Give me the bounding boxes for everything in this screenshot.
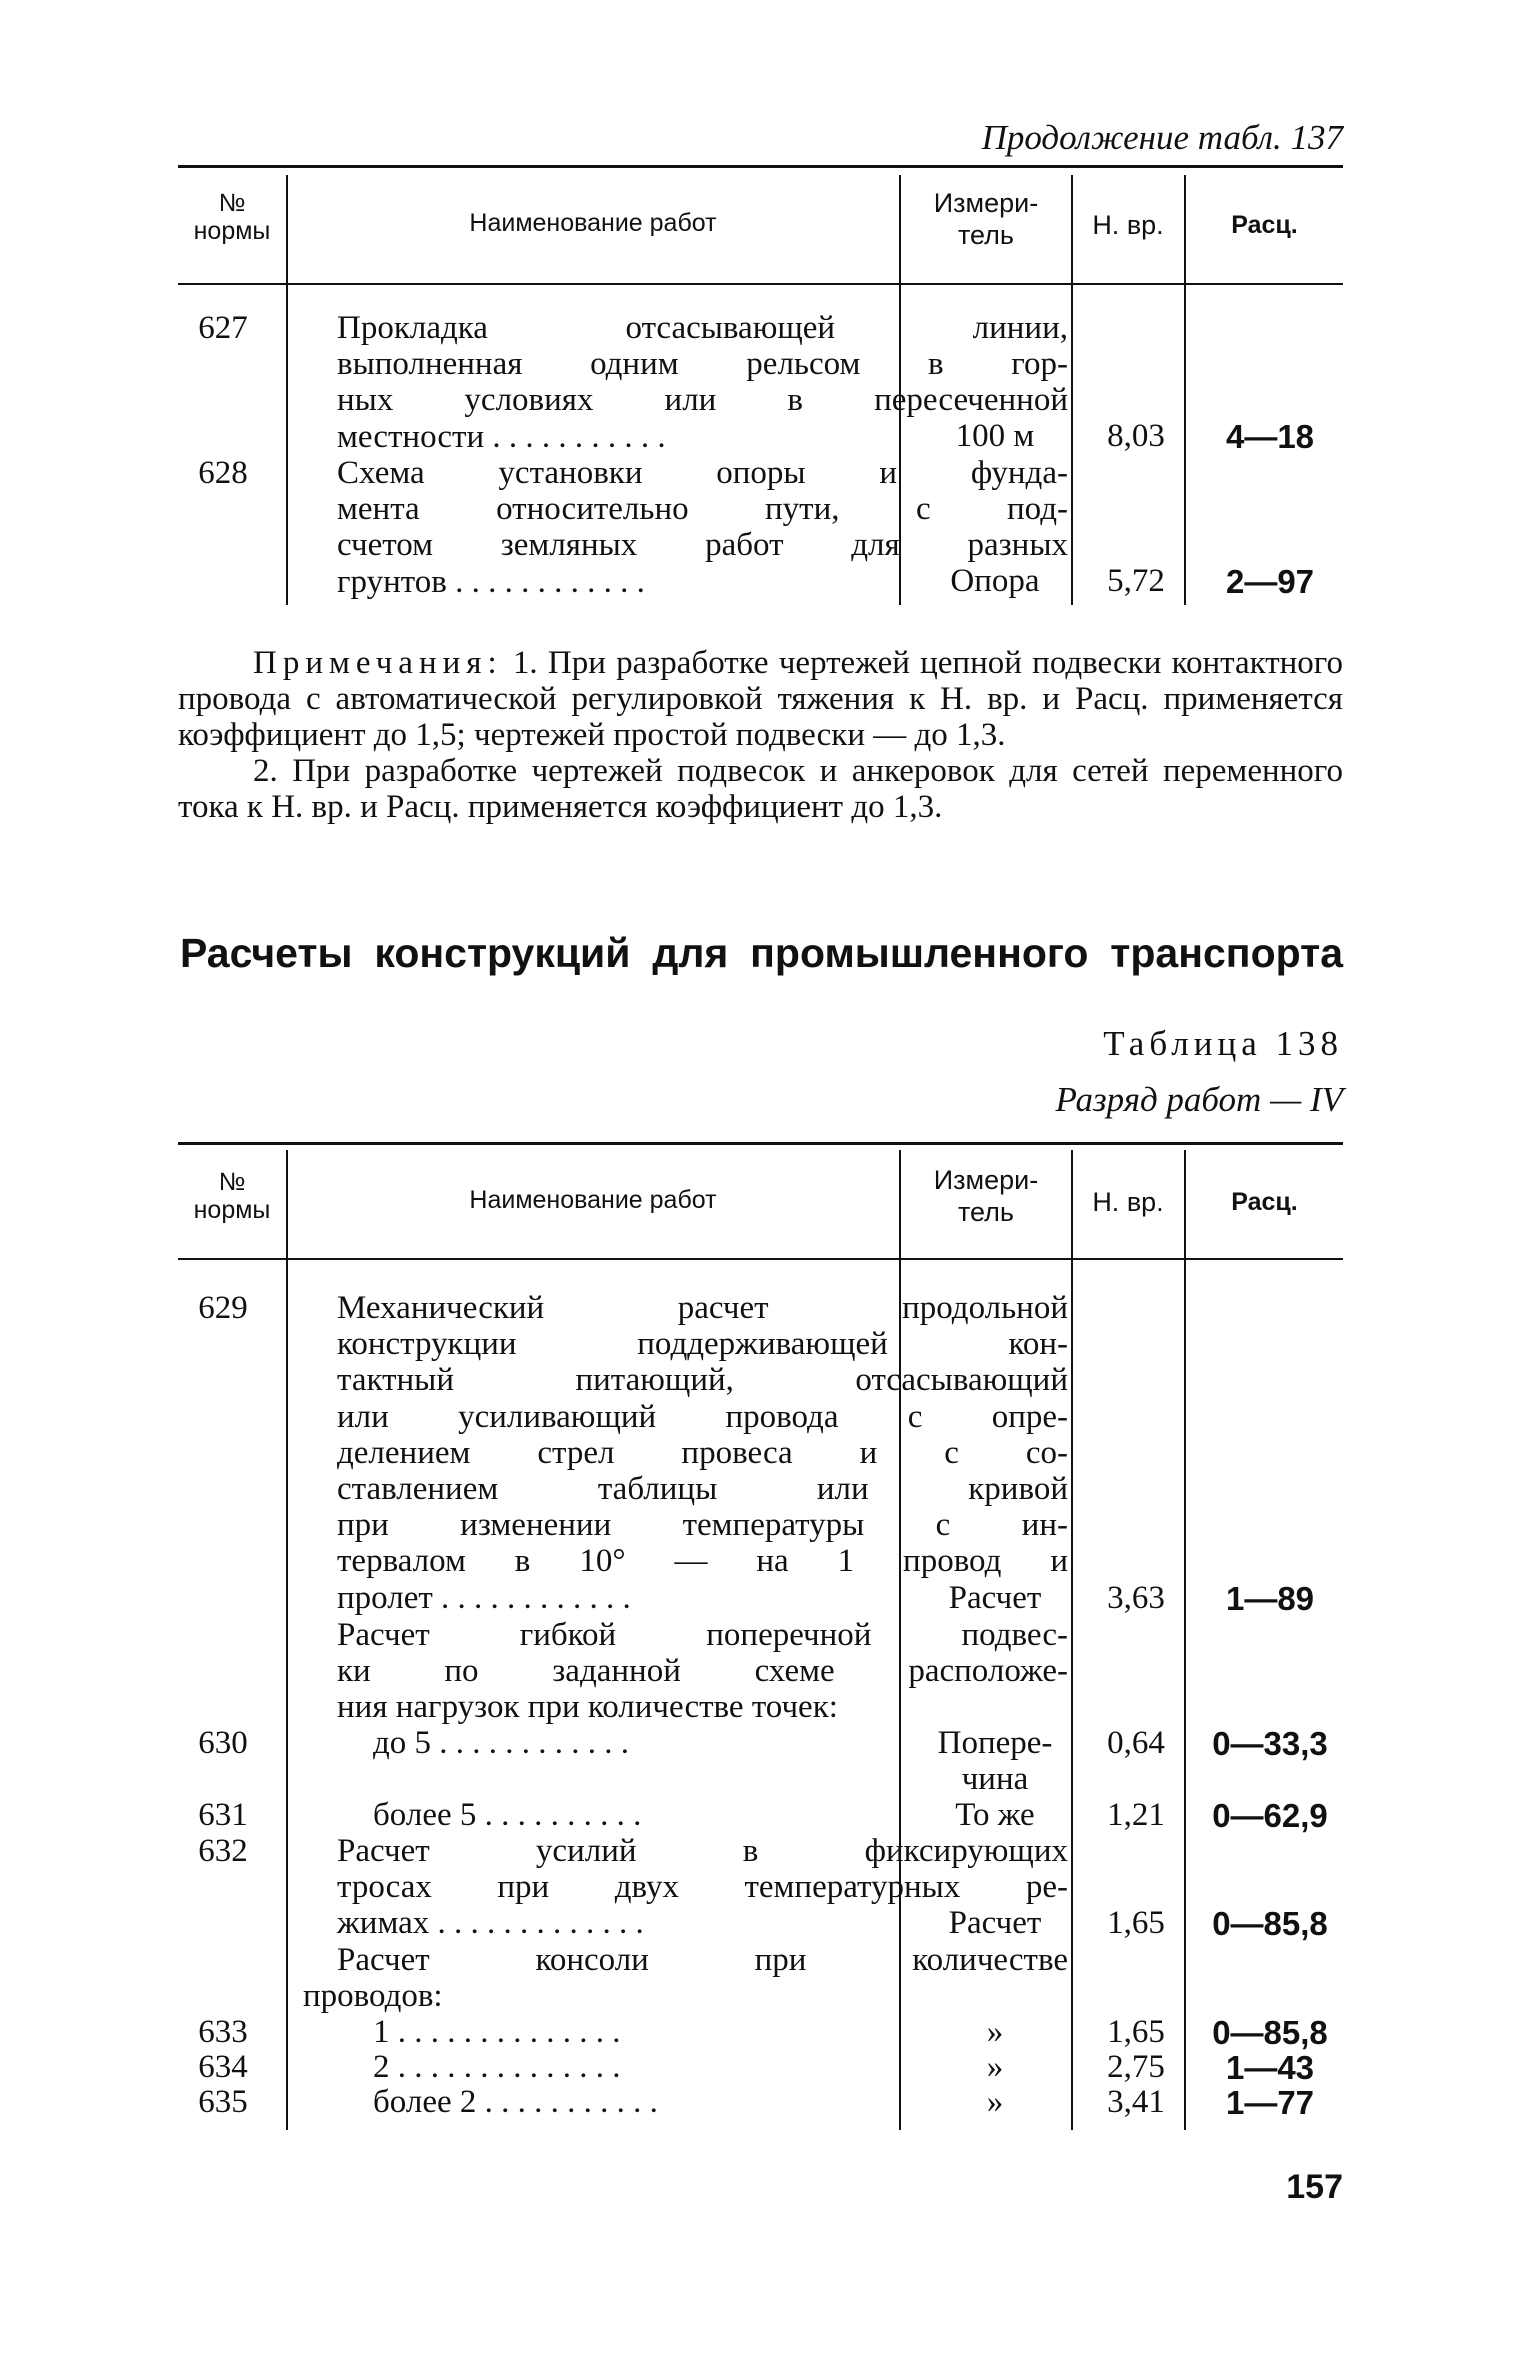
- work-description: Прокладка отсасывающей линии, выполненная одним рельсом в гор- ных условиях или в пересеченной местности . . . . . . . . . . .: [337, 310, 1068, 455]
- measure-unit: То же: [955, 1797, 1035, 1833]
- header-bottom-rule: [178, 1258, 1343, 1260]
- page-number: 157: [1286, 2168, 1343, 2206]
- header-hvr: Н. вр.: [1092, 1187, 1164, 1217]
- norm-number: 630: [198, 1725, 248, 1761]
- header-measure: Измери- тель: [933, 1165, 1039, 1227]
- work-description: Расчет гибкой поперечной подвес- ки по заданной схеме расположе- ния нагрузок при количестве точек:: [337, 1617, 1068, 1726]
- norm-time: 3,41: [1107, 2084, 1165, 2120]
- norm-number: 628: [198, 455, 248, 491]
- norm-number: 631: [198, 1797, 248, 1833]
- table-top-rule: [178, 165, 1343, 168]
- norm-number: 627: [198, 310, 248, 346]
- norm-number: 633: [198, 2014, 248, 2050]
- header-name: Наименование работ: [469, 1186, 717, 1214]
- table-top-rule: [178, 1142, 1343, 1145]
- table-continuation-caption: Продолжение табл. 137: [981, 118, 1343, 157]
- header-num: № нормы: [193, 189, 271, 245]
- rate-value: 0—85,8: [1212, 1905, 1328, 1942]
- work-description: более 5 . . . . . . . . . .: [373, 1797, 642, 1833]
- work-description: до 5 . . . . . . . . . . . .: [373, 1725, 630, 1761]
- header-num: № нормы: [193, 1168, 271, 1224]
- section-title: Расчеты конструкций для промышленного транспорта: [180, 930, 1343, 976]
- column-divider: [1184, 1150, 1186, 2130]
- measure-unit: »: [986, 2084, 1004, 2120]
- note-1: Примечания: 1. При разработке чертежей цепной подвески контактного провода с автоматической регулировкой тяжения к Н. вр. и Расц. применяется коэффициент до 1,5; чертежей простой подвески — до 1,3.: [178, 645, 1343, 753]
- norm-time: 0,64: [1107, 1725, 1165, 1761]
- norm-time: 5,72: [1107, 563, 1165, 599]
- rate-value: 2—97: [1225, 563, 1315, 600]
- measure-unit: »: [986, 2014, 1004, 2050]
- column-divider: [286, 1150, 288, 2130]
- norm-number: 635: [198, 2084, 248, 2120]
- norm-time: 3,63: [1107, 1580, 1165, 1616]
- notes-label: Примечания:: [253, 645, 503, 681]
- work-description: более 2 . . . . . . . . . . .: [373, 2084, 658, 2120]
- column-divider: [286, 175, 288, 605]
- measure-unit: Расчет: [948, 1905, 1042, 1941]
- header-name: Наименование работ: [469, 209, 717, 237]
- table-138: [178, 1142, 1343, 2142]
- rate-value: 1—43: [1225, 2049, 1315, 2086]
- measure-unit: Опора: [950, 563, 1040, 599]
- norm-time: 1,21: [1107, 1797, 1165, 1833]
- table-notes: [178, 645, 1343, 825]
- work-description: 2 . . . . . . . . . . . . . .: [373, 2049, 621, 2085]
- rate-value: 4—18: [1225, 418, 1315, 455]
- work-description: Расчет усилий в фиксирующих тросах при двух температурных ре- жимах . . . . . . . . . . . . .: [337, 1833, 1068, 1942]
- measure-unit: Попере- чина: [937, 1725, 1053, 1797]
- norm-number: 632: [198, 1833, 248, 1869]
- rate-value: 0—85,8: [1212, 2014, 1328, 2051]
- norm-time: 8,03: [1107, 418, 1165, 454]
- measure-unit: 100 м: [955, 418, 1035, 454]
- header-rate: Расц.: [1231, 1188, 1298, 1216]
- rate-value: 0—62,9: [1212, 1797, 1328, 1834]
- work-description: Схема установки опоры и фунда- мента относительно пути, с под- счетом земляных работ для разных грунтов . . . . . . . . . . . .: [337, 455, 1068, 600]
- column-divider: [1071, 1150, 1073, 2130]
- work-rank: Разряд работ — IV: [1055, 1080, 1343, 1119]
- norm-number: 629: [198, 1290, 248, 1326]
- rate-value: 1—89: [1225, 1580, 1315, 1617]
- norm-time: 2,75: [1107, 2049, 1165, 2085]
- work-description: Механический расчет продольной конструкции поддерживающей кон- тактный питающий, отсасывающий или усиливающий провода с опре- делением стрел провеса и с со- ставлением таблицы или кривой при изменении температуры с ин- тервалом в 10° — на 1 провод и пролет . . . . . . . . . . . .: [337, 1290, 1068, 1616]
- header-measure: Измери- тель: [933, 188, 1039, 250]
- rate-value: 1—77: [1225, 2084, 1315, 2121]
- norm-time: 1,65: [1107, 1905, 1165, 1941]
- measure-unit: Расчет: [948, 1580, 1042, 1616]
- norm-time: 1,65: [1107, 2014, 1165, 2050]
- column-divider: [1184, 175, 1186, 605]
- table-137: [178, 165, 1343, 610]
- measure-unit: »: [986, 2049, 1004, 2085]
- table-label: Таблица 138: [1103, 1024, 1343, 1063]
- work-description: Расчет консоли при количестве проводов:: [303, 1942, 1068, 2015]
- header-bottom-rule: [178, 283, 1343, 285]
- work-description: 1 . . . . . . . . . . . . . .: [373, 2014, 621, 2050]
- norm-number: 634: [198, 2049, 248, 2085]
- rate-value: 0—33,3: [1212, 1725, 1328, 1762]
- header-hvr: Н. вр.: [1092, 210, 1164, 240]
- header-rate: Расц.: [1231, 211, 1298, 239]
- column-divider: [1071, 175, 1073, 605]
- note-2: 2. При разработке чертежей подвесок и анкеровок для сетей переменного тока к Н. вр. и Расц. применяется коэффициент до 1,3.: [178, 753, 1343, 825]
